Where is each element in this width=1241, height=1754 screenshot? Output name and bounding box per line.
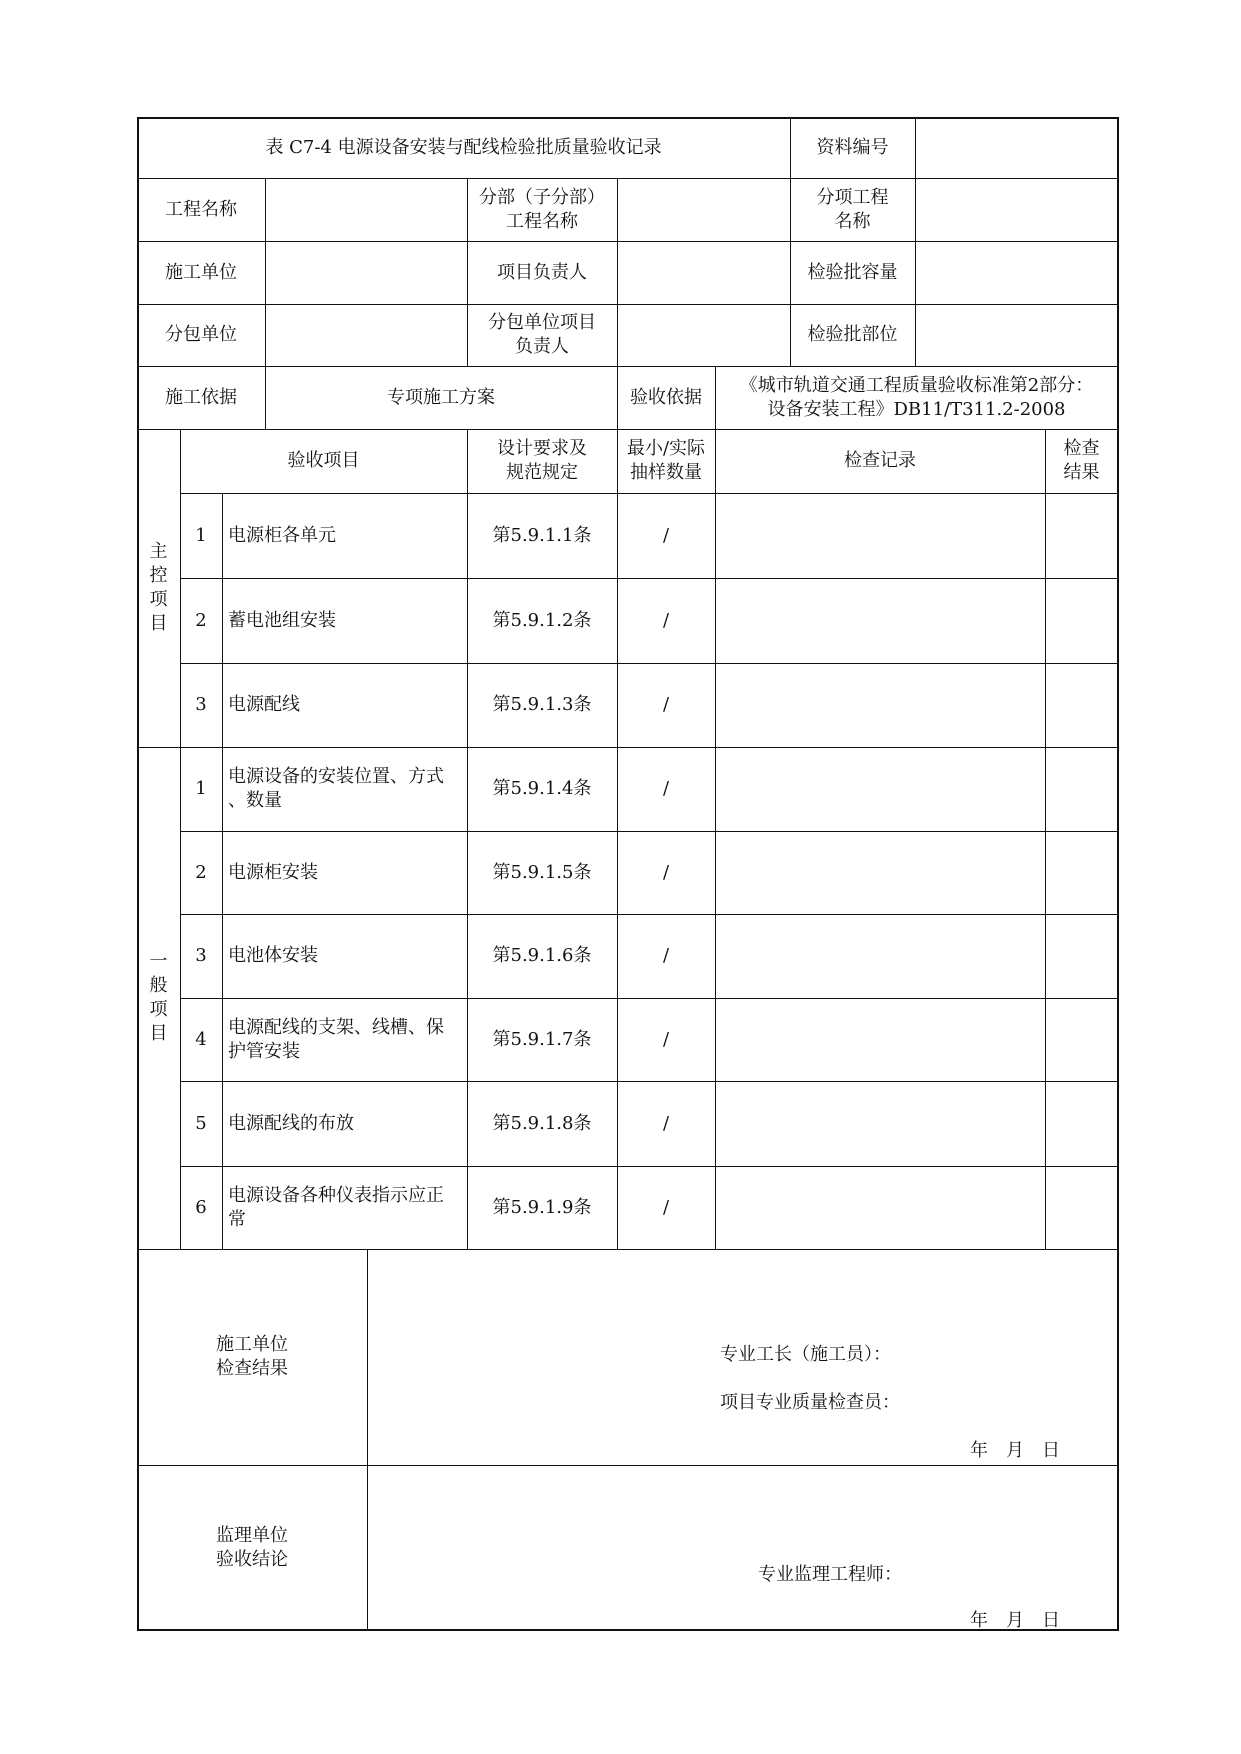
batch-location-label-text: 检验批部位 xyxy=(807,324,898,345)
main-row-2-no xyxy=(180,578,222,663)
main-row-2-sample-text: / xyxy=(662,609,670,631)
general-row-2-record-field[interactable] xyxy=(715,831,1045,914)
general-row-3-sample-text: / xyxy=(662,945,670,966)
sub-division-label xyxy=(467,178,617,241)
project-manager-label xyxy=(467,241,617,304)
general-row-5-item-text: 电源配线的布放 xyxy=(228,1112,354,1134)
sub-division-label-text: 分部（子分部） 工程名称 xyxy=(479,186,605,232)
main-row-3-sample xyxy=(617,663,715,747)
general-row-5-clause-text: 第5.9.1.8条 xyxy=(492,1112,592,1134)
col-item-text: 验收项目 xyxy=(287,450,360,471)
general-row-6-sample xyxy=(617,1166,715,1249)
contractor-label-text: 施工单位 xyxy=(165,261,237,283)
general-row-3-item xyxy=(222,914,467,998)
general-row-2-sample-text: / xyxy=(662,861,670,883)
main-row-3-item-text: 电源配线 xyxy=(228,694,300,715)
general-row-3-clause-text: 第5.9.1.6条 xyxy=(492,945,592,966)
general-row-6-item-text: 电源设备各种仪表指示应正 常 xyxy=(228,1184,444,1230)
main-row-3-no-text: 3 xyxy=(195,694,207,715)
supervisor-date: 年 月 日 xyxy=(970,1610,1060,1631)
general-row-5-record-field[interactable] xyxy=(715,1081,1045,1166)
doc-no-label xyxy=(790,117,915,178)
main-row-2-clause-text: 第5.9.1.2条 xyxy=(492,609,592,631)
sub-pm-label xyxy=(467,304,617,366)
doc-no-label-text: 资料编号 xyxy=(816,136,889,158)
project-name-label-text: 工程名称 xyxy=(165,198,237,220)
general-row-5-sample-text: / xyxy=(662,1112,670,1134)
general-row-2-result-field[interactable] xyxy=(1045,831,1118,914)
main-row-3-no xyxy=(180,663,222,747)
general-row-1-sample xyxy=(617,747,715,831)
contractor-check-label-text: 施工单位 检查结果 xyxy=(216,1334,288,1379)
col-record-text: 检查记录 xyxy=(844,450,916,471)
sub-pm-field[interactable] xyxy=(617,304,790,366)
general-row-4-clause xyxy=(467,998,617,1081)
contractor-check-label xyxy=(137,1249,367,1465)
sub-division-field[interactable] xyxy=(617,178,790,241)
general-row-3-no xyxy=(180,914,222,998)
main-row-1-sample-text: / xyxy=(662,524,670,546)
batch-location-field[interactable] xyxy=(915,304,1118,366)
main-row-3-result-field[interactable] xyxy=(1045,663,1118,747)
main-row-1-sample xyxy=(617,493,715,578)
general-row-4-sample-text: / xyxy=(662,1028,670,1050)
main-control-label-text: 主控项目 xyxy=(149,541,168,634)
general-row-2-no-text: 2 xyxy=(195,861,207,883)
main-row-3-item xyxy=(222,663,467,747)
general-row-3-item-text: 电池体安装 xyxy=(228,945,318,966)
acceptance-basis-value-text: 《城市轨道交通工程质量验收标准第2部分： 设备安装工程》DB11/T311.2-2008 xyxy=(739,374,1094,420)
general-row-2-clause xyxy=(467,831,617,914)
general-items-label-text: 一般项目 xyxy=(149,951,168,1044)
col-result-text: 检查 结果 xyxy=(1063,438,1100,483)
general-row-3-clause xyxy=(467,914,617,998)
general-row-2-item xyxy=(222,831,467,914)
main-row-2-clause xyxy=(467,578,617,663)
general-row-5-item xyxy=(222,1081,467,1166)
supervisor-check-label xyxy=(137,1465,367,1630)
sub-pm-label-text: 分包单位项目 负责人 xyxy=(488,312,596,357)
construction-basis-value-text: 专项施工方案 xyxy=(387,386,495,408)
general-row-1-no xyxy=(180,747,222,831)
general-row-1-item xyxy=(222,747,467,831)
main-row-1-item-text: 电源柜各单元 xyxy=(228,524,336,546)
main-row-1-record-field[interactable] xyxy=(715,493,1045,578)
inspector-signature-label: 项目专业质量检查员： xyxy=(720,1392,900,1413)
col-sample xyxy=(617,429,715,493)
main-row-3-clause-text: 第5.9.1.3条 xyxy=(492,694,592,715)
project-name-field[interactable] xyxy=(265,178,467,241)
general-row-5-result-field[interactable] xyxy=(1045,1081,1118,1166)
main-control-label xyxy=(137,429,180,747)
sub-item-label-text: 分项工程 名称 xyxy=(816,186,889,232)
general-row-3-record-field[interactable] xyxy=(715,914,1045,998)
col-requirement-text: 设计要求及 规范规定 xyxy=(497,438,587,483)
col-sample-text: 最小/实际 抽样数量 xyxy=(626,438,706,483)
sub-item-label xyxy=(790,178,915,241)
supervisor-check-label-text: 监理单位 验收结论 xyxy=(216,1524,288,1570)
acceptance-basis-label-text: 验收依据 xyxy=(630,386,702,408)
construction-basis-value xyxy=(265,366,617,429)
general-row-3-result-field[interactable] xyxy=(1045,914,1118,998)
general-row-6-sample-text: / xyxy=(662,1196,670,1218)
general-row-4-sample xyxy=(617,998,715,1081)
general-row-2-clause-text: 第5.9.1.5条 xyxy=(492,861,592,883)
general-row-1-item-text: 电源设备的安装位置、方式 、数量 xyxy=(228,766,444,811)
general-row-4-clause-text: 第5.9.1.7条 xyxy=(492,1028,592,1050)
general-row-1-record-field[interactable] xyxy=(715,747,1045,831)
general-row-2-no xyxy=(180,831,222,914)
main-row-2-sample xyxy=(617,578,715,663)
batch-capacity-field[interactable] xyxy=(915,241,1118,304)
doc-no-field[interactable] xyxy=(915,117,1118,178)
col-item xyxy=(180,429,467,493)
acceptance-basis-label xyxy=(617,366,715,429)
contractor-date: 年 月 日 xyxy=(970,1440,1060,1461)
general-row-3-no-text: 3 xyxy=(195,945,207,966)
general-row-1-clause xyxy=(467,747,617,831)
general-row-5-no-text: 5 xyxy=(195,1112,207,1134)
main-row-1-no xyxy=(180,493,222,578)
engineer-signature-label: 专业监理工程师： xyxy=(758,1564,902,1585)
project-manager-field[interactable] xyxy=(617,241,790,304)
general-row-5-no xyxy=(180,1081,222,1166)
main-row-2-record-field[interactable] xyxy=(715,578,1045,663)
general-row-6-no-text: 6 xyxy=(195,1196,207,1218)
main-row-2-no-text: 2 xyxy=(195,609,207,631)
col-requirement xyxy=(467,429,617,493)
main-row-2-item-text: 蓄电池组安装 xyxy=(228,609,336,631)
general-row-6-no xyxy=(180,1166,222,1249)
sub-item-field[interactable] xyxy=(915,178,1118,241)
general-row-4-no-text: 4 xyxy=(195,1028,207,1050)
general-items-label xyxy=(137,747,180,1249)
main-row-1-clause xyxy=(467,493,617,578)
general-row-6-clause xyxy=(467,1166,617,1249)
construction-basis-label-text: 施工依据 xyxy=(165,386,237,408)
subcontractor-field[interactable] xyxy=(265,304,467,366)
general-row-4-no xyxy=(180,998,222,1081)
general-row-4-item-text: 电源配线的支架、线槽、保 护管安装 xyxy=(228,1016,444,1062)
general-row-6-item xyxy=(222,1166,467,1249)
contractor-field[interactable] xyxy=(265,241,467,304)
general-row-1-sample-text: / xyxy=(662,778,670,799)
acceptance-basis-value xyxy=(715,366,1118,429)
main-row-2-item xyxy=(222,578,467,663)
contractor-label xyxy=(137,241,265,304)
general-row-4-item xyxy=(222,998,467,1081)
general-row-6-result-field[interactable] xyxy=(1045,1166,1118,1249)
general-row-1-clause-text: 第5.9.1.4条 xyxy=(492,778,592,799)
main-row-3-record-field[interactable] xyxy=(715,663,1045,747)
form-title xyxy=(137,117,790,178)
main-row-3-clause xyxy=(467,663,617,747)
general-row-1-no-text: 1 xyxy=(195,778,207,799)
main-row-2-result-field[interactable] xyxy=(1045,578,1118,663)
general-row-5-sample xyxy=(617,1081,715,1166)
general-row-4-record-field[interactable] xyxy=(715,998,1045,1081)
general-row-6-record-field[interactable] xyxy=(715,1166,1045,1249)
general-row-4-result-field[interactable] xyxy=(1045,998,1118,1081)
batch-capacity-label-text: 检验批容量 xyxy=(807,261,898,283)
col-result xyxy=(1045,429,1118,493)
general-row-1-result-field[interactable] xyxy=(1045,747,1118,831)
main-row-1-item xyxy=(222,493,467,578)
batch-location-label xyxy=(790,304,915,366)
construction-basis-label xyxy=(137,366,265,429)
col-record xyxy=(715,429,1045,493)
main-row-1-clause-text: 第5.9.1.1条 xyxy=(492,524,592,546)
subcontractor-label xyxy=(137,304,265,366)
project-name-label xyxy=(137,178,265,241)
general-row-6-clause-text: 第5.9.1.9条 xyxy=(492,1196,592,1218)
general-row-5-clause xyxy=(467,1081,617,1166)
form-title-text: 表 C7-4 电源设备安装与配线检验批质量验收记录 xyxy=(265,136,662,158)
subcontractor-label-text: 分包单位 xyxy=(165,324,237,345)
batch-capacity-label xyxy=(790,241,915,304)
main-row-1-result-field[interactable] xyxy=(1045,493,1118,578)
foreman-signature-label: 专业工长（施工员）： xyxy=(720,1344,891,1365)
main-row-1-no-text: 1 xyxy=(195,524,207,546)
main-row-3-sample-text: / xyxy=(662,694,670,715)
project-manager-label-text: 项目负责人 xyxy=(497,261,587,283)
general-row-3-sample xyxy=(617,914,715,998)
general-row-2-sample xyxy=(617,831,715,914)
general-row-2-item-text: 电源柜安装 xyxy=(228,861,318,883)
